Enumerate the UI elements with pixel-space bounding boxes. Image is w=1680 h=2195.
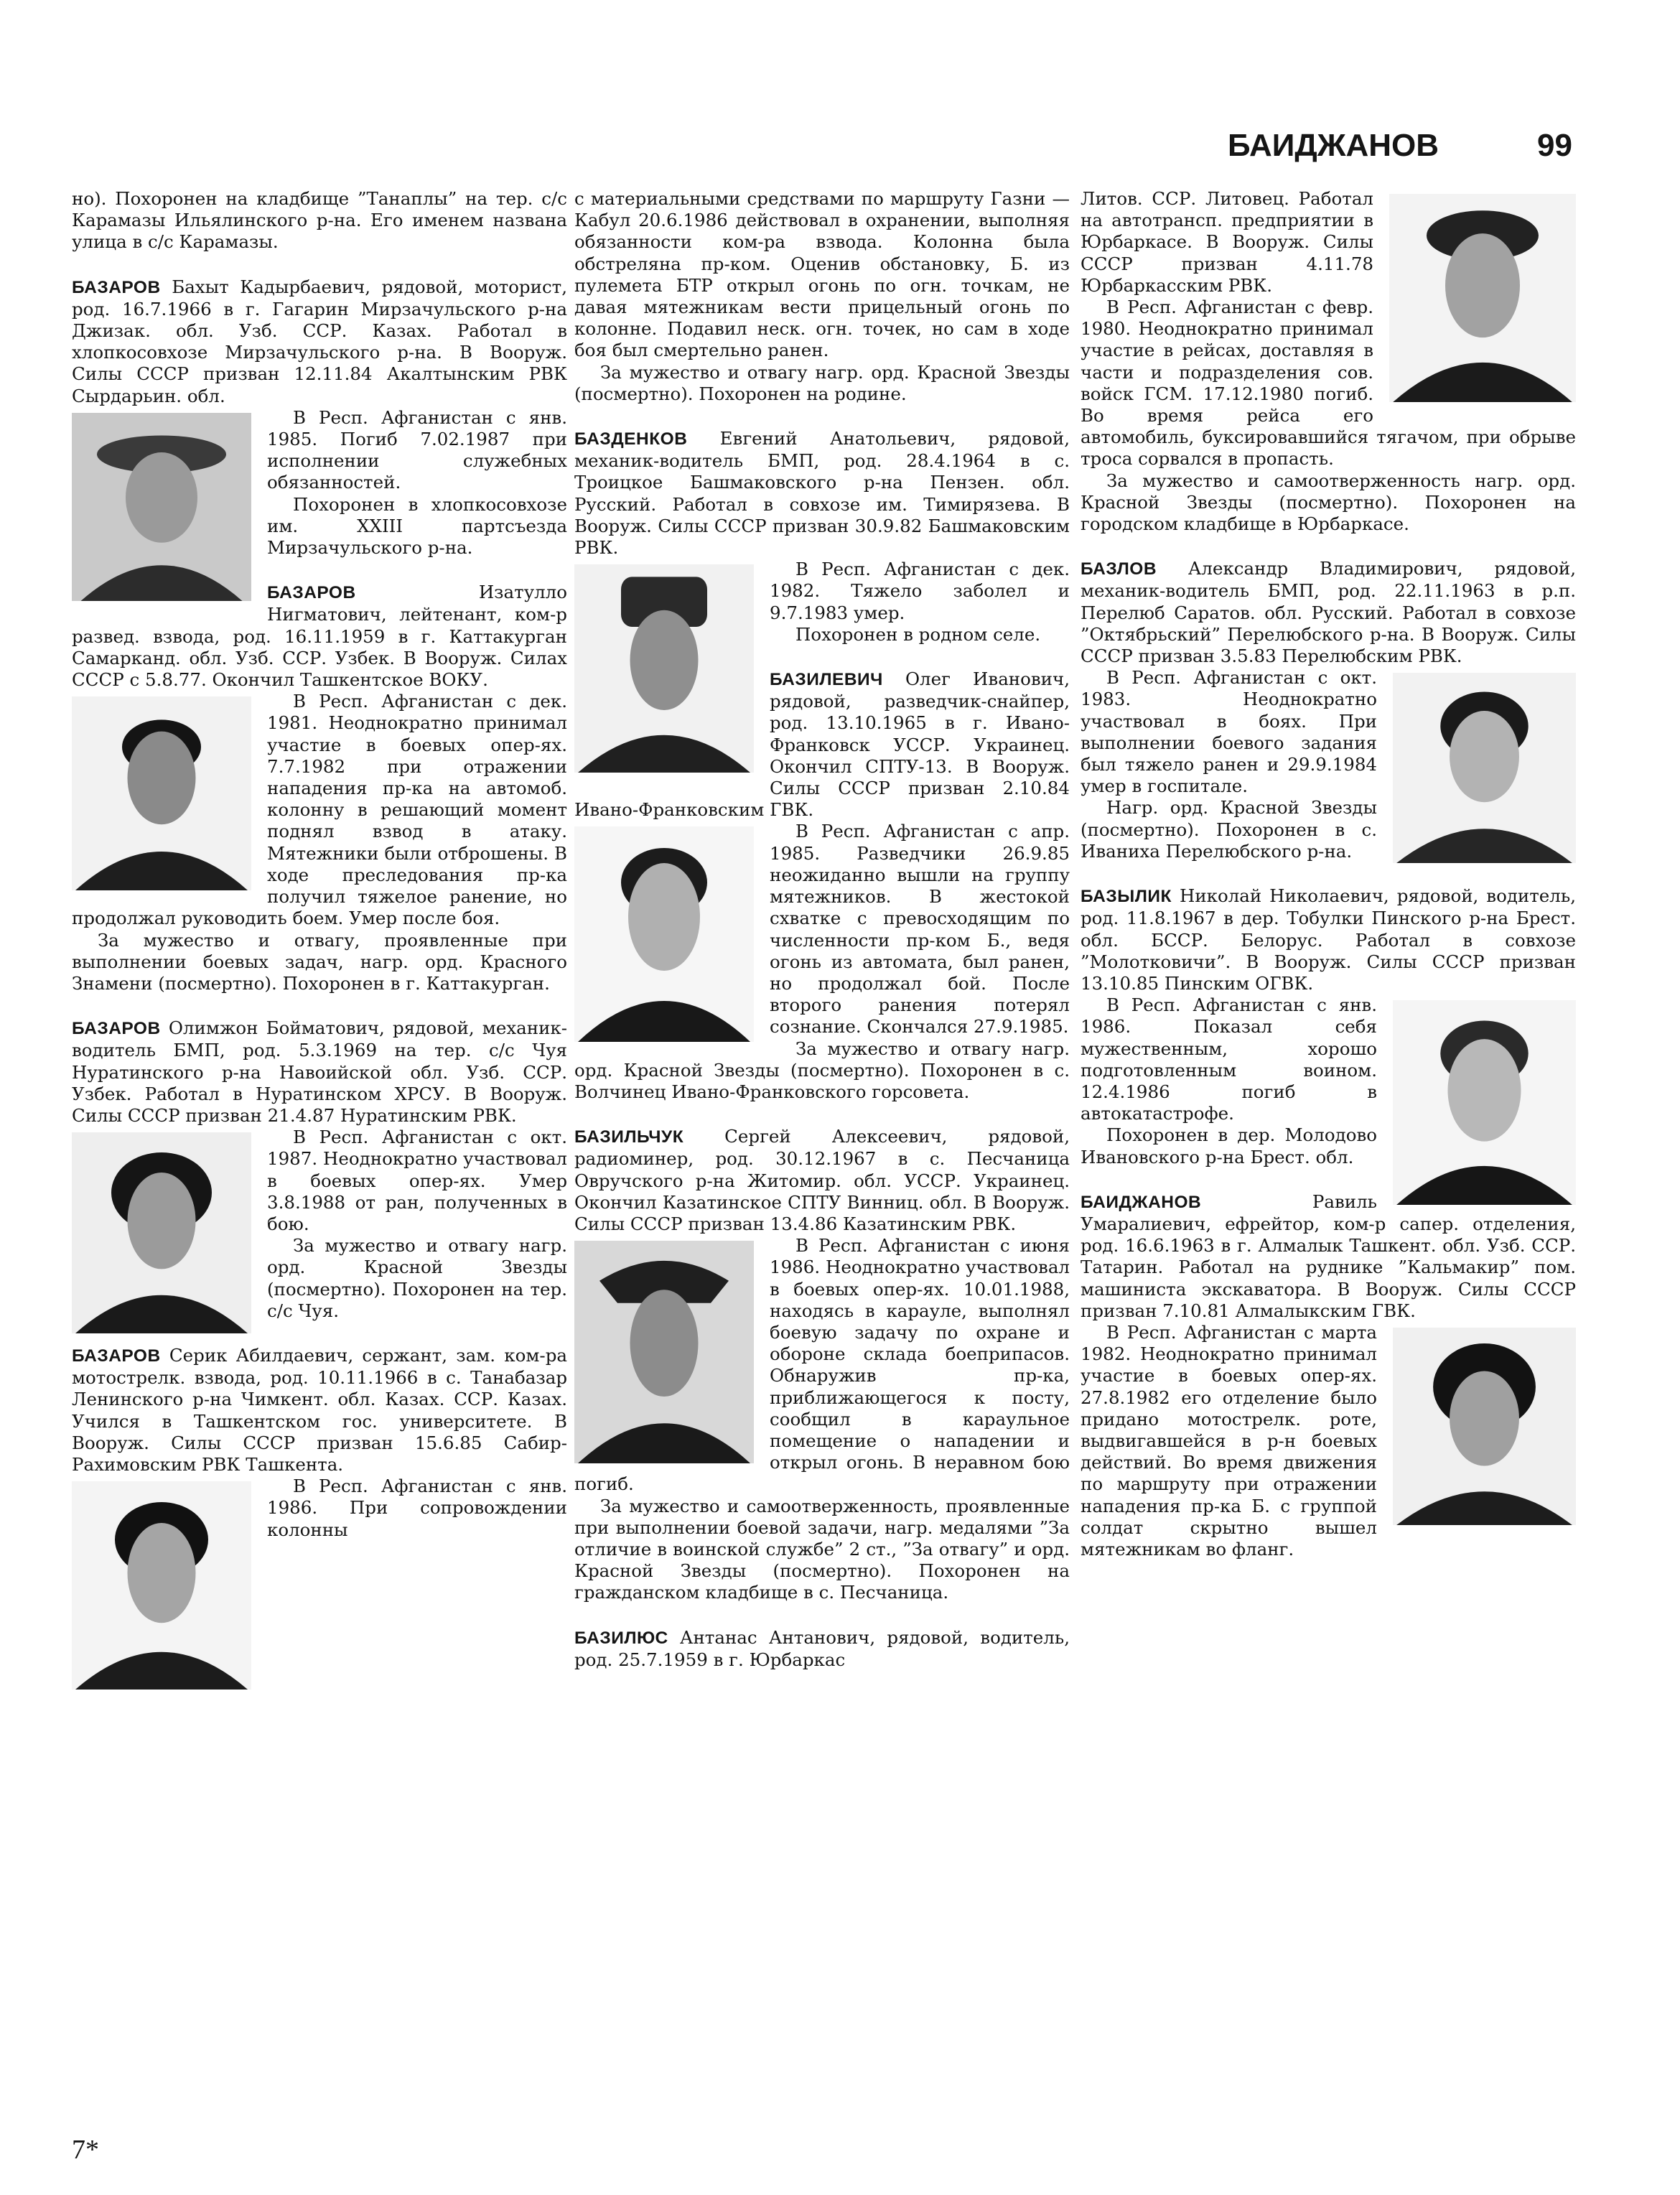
entry-bazdenkov	[574, 428, 1070, 646]
entry-text-after: В Респ. Афганистан с окт. 1987. Неоднократно участвовал в боевых опер-ях. Умер 3.8.1988 от ран, полученных в бою.	[267, 1127, 567, 1234]
entry-surname: БАЗАРОВ	[72, 277, 161, 297]
entry-text: Николай Николаевич, рядовой, водитель, род. 11.8.1967 в дер. Тобулки Пинского р-на Брест. обл. БССР. Белорус. Работал в совхозе ”Молотковичи”. В Вооруж. Силы СССР призван 13.10.85 Пинским ОГВК.	[1081, 885, 1576, 994]
entry-text-after: В Респ. Афганистан с июня 1986. Неоднократно участвовал в боевых опер-ях. 10.01.1988, находясь в карауле, выполнял боевую задачу по охране и обороне склада боеприпасов. Обнаружив пр-ка, приближающегося к посту, сообщил в караульное помещение о нападении и открыл огонь. В неравном бою погиб.	[574, 1235, 1070, 1495]
entry-bazarov-serik	[72, 1345, 567, 1541]
entry-text-after: В Респ. Афганистан с марта 1982. Неоднократно принимал участие в боевых опер-ях. 27.8.1982 его отделение было придано мотострелк. роте, выдвигавшейся в р-н боевых действий. Во время движения по маршруту при отражении нападения пр-ка Б. с группой солдат скрытно вышел мятежникам во фланг.	[1081, 1321, 1377, 1560]
page-number: 99	[1537, 128, 1572, 163]
entry-continued	[72, 188, 567, 253]
entry-text: Олег Иванович, рядовой, разведчик-снайпер, род. 13.10.1965 в г. Ивано-Франковск УССР. Украинец. Окончил СПТУ-13. В Вооруж. Силы СССР призван 2.10.84 Ивано-Франковским ГВК.	[574, 668, 1070, 821]
entry-bazylik	[1081, 885, 1576, 1168]
entry-text-award: За мужество и самоотверженность нагр. орд. Красной Звезды (посмертно). Похоронен на городском кладбище в Юрбаркасе.	[1081, 470, 1576, 535]
column-2	[574, 188, 1070, 1671]
portrait-photo	[72, 1132, 251, 1333]
column-3	[1081, 188, 1576, 1560]
entry-text-award: За мужество и отвагу нагр. орд. Красной Звезды (посмертно). Похоронен в с. Волчинец Ивано-Франковского горсовета.	[574, 1038, 1070, 1102]
entry-bazilyus	[574, 1627, 1070, 1671]
entry-bazarov-izatullo	[72, 582, 567, 994]
entry-text-after: В Респ. Афганистан с окт. 1983. Неоднократно участвовал в боях. При выполнении боевого задания был тяжело ранен и 29.9.1984 умер в госпитале.	[1081, 667, 1377, 797]
entry-text: Изатулло Нигматович, лейтенант, ком-р развед. взвода, род. 16.11.1959 в г. Каттакурган Самарканд. обл. Узб. ССР. Узбек. В Вооруж. Силах СССР с 5.8.77. Окончил Ташкентское ВОКУ.	[72, 582, 567, 691]
entry-text-after: В Респ. Афганистан с янв. 1986. При сопровождении колонны	[267, 1476, 567, 1540]
entry-text: Антанас Антанович, рядовой, водитель, род. 25.7.1959 в г. Юрбаркас	[574, 1626, 1070, 1670]
entry-surname: БАЗАРОВ	[72, 1019, 161, 1039]
entry-text-award: За мужество и самоотверженность, проявленные при выполнении боевой задачи, нагр. медалями ”За отличие в воинской службе” 2 ст., ”За отвагу” и орд. Красной Звезды (посмертно). Похоронен на гражданском кладбище в с. Песчаница.	[574, 1495, 1070, 1603]
entry-text-award: Нагр. орд. Красной Звезды (посмертно). Похоронен в с. Иваниха Перелюбского р-на.	[1081, 797, 1377, 862]
portrait-photo	[1389, 194, 1576, 402]
entry-text-award: За мужество и отвагу нагр. орд. Красной Звезды (посмертно). Похоронен на родине.	[574, 361, 1070, 404]
entry-text: Серик Абилдаевич, сержант, зам. ком-ра мотострелк. взвода, род. 10.11.1966 в с. Танабазар Ленинского р-на Чимкент. обл. Казах. ССР. Казах. Учился в Ташкентском гос. университете. В Вооруж. Силы СССР призван 15.6.85 Сабир-Рахимовским РВК Ташкента.	[72, 1344, 567, 1475]
entry-baidzhanov	[1081, 1191, 1576, 1560]
entry-text: Литов. ССР. Литовец. Работал на автотрансп. предприятии в Юрбаркасе. В Вооруж. Силы СССР призван 4.11.78 Юрбаркасским РВК.	[1081, 188, 1373, 296]
entry-text-after: В Респ. Афганистан с апр. 1985. Разведчики 26.9.85 неожиданно вышли на группу мятежников. В жестокой схватке с превосходящим по численности пр-ком Б., ведя огонь из автомата, был ранен, но продолжал бой. После второго ранения потерял сознание. Скончался 27.9.1985.	[770, 821, 1070, 1038]
entry-surname: БАЗЫЛИК	[1081, 887, 1172, 907]
entry-surname: БАЗИЛЕВИЧ	[770, 670, 883, 690]
entry-text: Александр Владимирович, рядовой, механик-водитель БМП, род. 22.11.1963 в р.п. Перелюб Саратов. обл. Русский. Работал в совхозе ”Октябрьский” Перелюбского р-на. В Вооруж. Силы СССР призван 3.5.83 Перелюбским РВК.	[1081, 558, 1576, 667]
entry-bazarov-olimzhon	[72, 1017, 567, 1322]
portrait-photo	[574, 564, 754, 773]
entry-text: Олимжон Бойматович, рядовой, механик-водитель БМП, род. 5.3.1969 на тер. с/с Чуя Нуратинского р-на Навоийской обл. Узб. ССР. Узбек. Работал в Нуратинском ХРСУ. В Вооруж. Силы СССР призван 21.4.87 Нуратинским РВК.	[72, 1017, 567, 1126]
running-header	[1228, 128, 1572, 178]
entry-text-after: В Респ. Афганистан с янв. 1985. Погиб 7.02.1987 при исполнении служебных обязанностей.	[267, 406, 567, 493]
entry-text-after: В Респ. Афганистан с дек. 1982. Тяжело заболел и 9.7.1983 умер.	[770, 559, 1070, 623]
entry-text: Евгений Анатольевич, рядовой, механик-водитель БМП, род. 28.4.1964 в с. Троицкое Башмаковского р-на Пензен. обл. Русский. Работал в совхозе им. Тимирязева. В Вооруж. Силы СССР призван 30.9.82 Башмаковским РВК.	[574, 428, 1070, 559]
column-1	[72, 188, 567, 1695]
entry-bazlov	[1081, 558, 1576, 862]
entry-surname: БАЗАРОВ	[72, 1346, 161, 1366]
portrait-photo	[72, 1481, 251, 1690]
entry-surname: БАИДЖАНОВ	[1081, 1192, 1202, 1212]
entry-text: но). Похоронен на кладбище ”Танаплы” на тер. с/с Карамазы Ильялинского р-на. Его именем названа улица в с/с Карамазы.	[72, 188, 567, 253]
portrait-photo	[1393, 673, 1576, 863]
entry-text-after: В Респ. Афганистан с февр. 1980. Неоднократно принимал участие в рейсах, доставляя в части и подразделения сов. войск ГСМ. 17.12.1980 погиб. Во время рейса его автомобиль, буксировавшийся тягачом, при обрыве троса сорвался в пропасть.	[1081, 297, 1576, 470]
entry-surname: БАЗИЛЬЧУК	[574, 1127, 684, 1147]
portrait-photo	[1393, 1000, 1576, 1205]
portrait-photo	[72, 413, 251, 601]
entry-bazarov-bakhyt	[72, 276, 567, 559]
entry-text-award: За мужество и отвагу нагр. орд. Красной Звезды (посмертно). Похоронен на тер. с/с Чуя.	[267, 1235, 567, 1321]
entry-text-burial: Похоронен в родном селе.	[795, 623, 1041, 645]
entry-surname: БАЗДЕНКОВ	[574, 429, 688, 449]
entry-text-burial: Похоронен в дер. Молодово Ивановского р-на Брест. обл.	[1081, 1124, 1377, 1168]
running-title: БАИДЖАНОВ	[1228, 128, 1439, 163]
entry-text-burial: Похоронен в хлопкосовхозе им. XXIII партсъезда Мирзачульского р-на.	[267, 493, 567, 559]
entry-text: с материальными средствами по маршруту Газни — Кабул 20.6.1986 действовал в охранении, выполняя обязанности ком-ра взвода. Колонна была обстреляна пр-ком. Оценив обстановку, Б. из пулемета БТР открыл огонь по огн. точкам, не давая мятежникам вести прицельный огонь по колонне. Подавил неск. огн. точек, но сам в ходе боя был смертельно ранен.	[574, 188, 1070, 361]
entry-text: Бахыт Кадырбаевич, рядовой, моторист, род. 16.7.1966 в г. Гагарин Мирзачульского р-на Джизак. обл. Узб. ССР. Казах. Работал в хлопкосовхозе Мирзачульского р-на. В Вооруж. Силы СССР призван 12.11.84 Акалтынским РВК Сырдарьин. обл.	[72, 276, 568, 406]
entry-text-after: В Респ. Афганистан с янв. 1986. Показал себя мужественным, хорошо подготовленным воином. 12.4.1986 погиб в автокатастрофе.	[1081, 994, 1377, 1124]
entry-text: Сергей Алексеевич, рядовой, радиоминер, род. 30.12.1967 в с. Песчаница Овручского р-на Житомир. обл. УССР. Украинец. Окончил Казатинское СПТУ Винниц. обл. В Вооруж. Силы СССР призван 13.4.86 Казатинским РВК.	[574, 1126, 1070, 1234]
entry-continued	[574, 188, 1070, 405]
entry-text-award: За мужество и отвагу, проявленные при выполнении боевых задач, нагр. орд. Красного Знамени (посмертно). Похоронен в г. Каттакурган.	[72, 929, 567, 994]
entry-surname: БАЗЛОВ	[1081, 559, 1157, 579]
entry-bazilchuk	[574, 1126, 1070, 1603]
portrait-photo	[72, 696, 251, 890]
portrait-photo	[1393, 1328, 1576, 1525]
entry-surname: БАЗАРОВ	[267, 583, 356, 603]
signature-mark: 7*	[72, 2135, 99, 2165]
entry-text-after: В Респ. Афганистан с дек. 1981. Неоднократно принимал участие в боевых опер-ях. 7.7.1982 при отражении нападения пр-ка на автомоб. колонну в решающий момент поднял взвод в атаку. Мятежники были отброшены. В ходе преследования пр-ка получил тяжелое ранение, но продолжал руководить боем. Умер после боя.	[72, 691, 567, 929]
entry-text: Равиль Умаралиевич, ефрейтор, ком-р сапер. отделения, род. 16.6.1963 в г. Алмалык Ташкент. обл. Узб. ССР. Татарин. Работал на руднике ”Кальмакир” пом. машиниста экскаватора. В Вооруж. Силы СССР призван 7.10.81 Алмалыкским ГВК.	[1081, 1190, 1576, 1321]
portrait-photo	[574, 826, 754, 1042]
portrait-photo	[574, 1241, 754, 1463]
entry-surname: БАЗИЛЮС	[574, 1628, 668, 1648]
entry-bazilyus-continued	[1081, 188, 1576, 535]
